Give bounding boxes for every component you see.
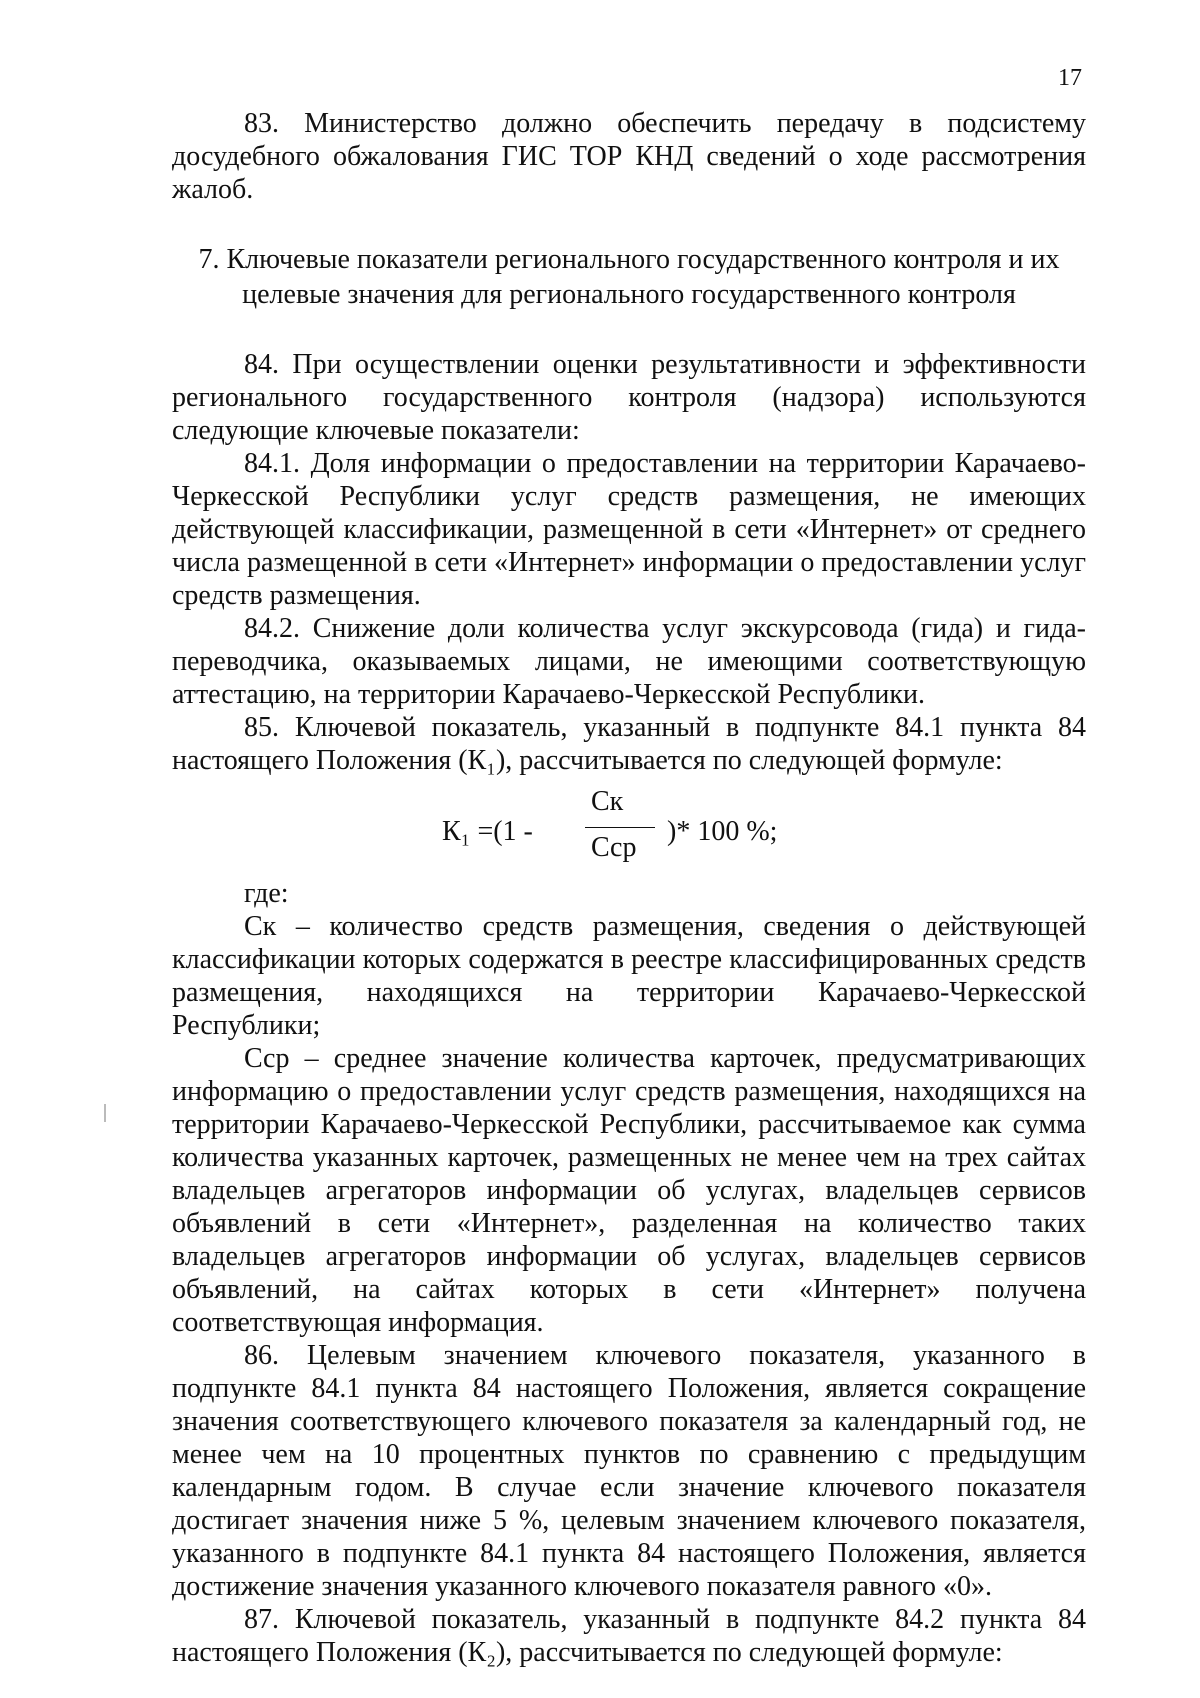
paragraph-84: 84. При осуществлении оценки результативности и эффективности регионального государственного контроля (надзора) используются следующие ключевые показатели: (172, 349, 1086, 446)
paragraph-84-2: 84.2. Снижение доли количества услуг экскурсовода (гида) и гида-переводчика, оказываемых лицами, не имеющими соответствующую аттестацию, на территории Карачаево-Черкесской Республики. (172, 613, 1086, 710)
definition-ck: Ск – количество средств размещения, сведения о действующей классификации которых содержатся в реестре классифицированных средств размещения, находящихся на территории Карачаево-Черкесской Республики; (172, 911, 1086, 1041)
section-heading-7: 7. Ключевые показатели регионального государственного контроля и их целевые значения для регионального государственного контроля (198, 244, 1060, 310)
paragraph-85: 85. Ключевой показатель, указанный в подпункте 84.1 пункта 84 настоящего Положения (К₁), рассчитывается по следующей формуле: (172, 712, 1086, 776)
fraction-bar (585, 827, 655, 828)
document-body (172, 107, 1086, 1669)
formula-k1-lhs: К₁ =(1 - (442, 816, 533, 847)
formula-k1 (172, 777, 1086, 877)
paragraph-84-1: 84.1. Доля информации о предоставлении на территории Карачаево-Черкесской Республики услуг средств размещения, не имеющих действующей классификации, размещенной в сети «Интернет» от среднего числа размещенной в сети «Интернет» информации о предоставлении услуг средств размещения. (172, 448, 1086, 611)
where-label: где: (244, 878, 289, 909)
formula-k1-numerator: Ск (591, 786, 624, 817)
formula-k1-denominator: Сср (591, 832, 637, 863)
formula-k1-fraction (585, 785, 655, 869)
formula-k1-rhs: )* 100 %; (667, 816, 778, 847)
definition-ccp: Сср – среднее значение количества карточек, предусматривающих информацию о предоставлении услуг средств размещения, находящихся на территории Карачаево-Черкесской Республики, рассчитываемое как сумма количества указанных карточек, размещенных не менее чем на трех сайтах владельцев агрегаторов информации об услугах, владельцев сервисов объявлений в сети «Интернет», разделенная на количество таких владельцев агрегаторов информации об услугах, владельцев сервисов объявлений, на сайтах которых в сети «Интернет» получена соответствующая информация. (172, 1043, 1086, 1338)
paragraph-86: 86. Целевым значением ключевого показателя, указанного в подпункте 84.1 пункта 84 настоящего Положения, является сокращение значения соответствующего ключевого показателя за календарный год, не менее чем на 10 процентных пунктов по сравнению с предыдущим календарным годом. В случае если значение ключевого показателя достигает значения ниже 5 %, целевым значением ключевого показателя, указанного в подпункте 84.1 пункта 84 настоящего Положения, является достижение значения указанного ключевого показателя равного «0». (172, 1340, 1086, 1602)
page-number: 17 (1058, 65, 1082, 91)
scan-artifact (104, 1104, 106, 1122)
paragraph-83: 83. Министерство должно обеспечить передачу в подсистему досудебного обжалования ГИС ТОР КНД сведений о ходе рассмотрения жалоб. (172, 108, 1086, 205)
paragraph-87: 87. Ключевой показатель, указанный в подпункте 84.2 пункта 84 настоящего Положения (К₂), рассчитывается по следующей формуле: (172, 1604, 1086, 1668)
